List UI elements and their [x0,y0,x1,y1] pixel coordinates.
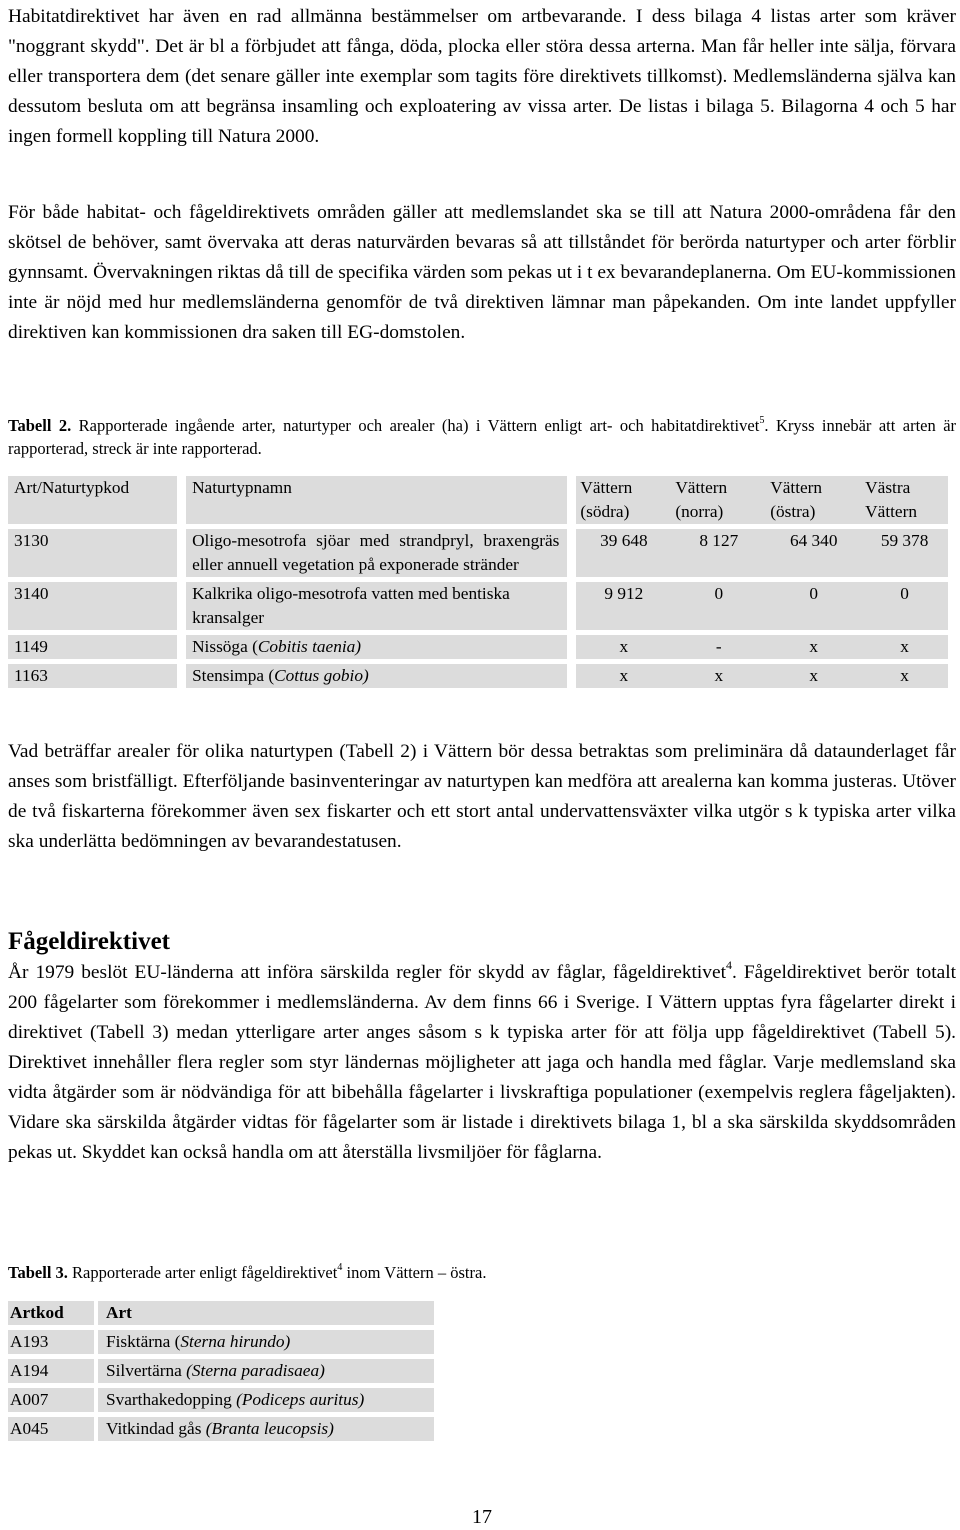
species-latin-name: (Branta leucopsis) [205,1419,334,1438]
table-2 [8,471,948,693]
table-2-header: Vättern (norra) [671,476,766,524]
species-latin-name: Cottus gobio) [274,666,369,685]
table-2-row [8,664,948,688]
table-2-name [186,635,567,659]
table-3-caption [8,1261,486,1284]
table-2-value: - [671,635,766,659]
species-common-name: Vitkindad gås [106,1419,206,1438]
paragraph-text: År 1979 beslöt EU-länderna att införa särskilda regler för skydd av fåglar, fågeldirektivet [8,962,726,983]
table-2-value: 9 912 [576,582,671,630]
species-latin-name: Cobitis taenia) [257,637,362,656]
species-common-name: Silvertärna [106,1361,187,1380]
table-2-value: x [576,664,671,688]
table-3-species [98,1359,434,1383]
table-2-code: 1163 [8,664,177,688]
section-heading-fageldirektivet: Fågeldirektivet [8,928,170,955]
table-2-value: x [766,664,861,688]
table-2-value: 64 340 [766,529,861,577]
table-2-value: x [576,635,671,659]
paragraph-arealer: Vad beträffar arealer för olika naturtypen (Tabell 2) i Vättern bör dessa betraktas som preliminära då dataunderlaget får anses som bristfälligt. Efterföljande basinventeringar av naturtypen kan medföra att arealerna kan komma justeras. Utöver de två fiskarterna förekommer även sex fiskarter och ett stort antal undervattensväxter vilka utgör s k typiska arter vilka ska underlätta bedömningen av bevarandestatusen. [8,741,956,852]
species-common-name: Stensimpa ( [192,666,275,685]
table-2-value: 0 [861,582,948,630]
table-2-value: 39 648 [576,529,671,577]
footnote-ref: 4 [725,958,732,973]
table-2-code: 1149 [8,635,177,659]
table-3-row [8,1388,434,1412]
species-common-name: Fisktärna ( [106,1332,181,1351]
table-2-value: x [671,664,766,688]
table-2-header: Vättern (södra) [576,476,671,524]
table-3-code: A194 [8,1359,94,1383]
paragraph-natura-2000: För både habitat- och fågeldirektivets områden gäller att medlemslandet ska se till att Natura 2000-områdena får den skötsel de behöver, samt övervaka att deras naturvärden bevaras så att tillståndet för berörda naturtyper och arter förblir gynnsamt. Övervakningen riktas då till de specifika värden som pekas ut i t ex bevarandeplanerna. Om EU-kommissionen inte är nöjd med hur medlemsländerna genomför de två direktiven lämnar man påpekanden. Om inte landet uppfyller direktiven kan kommissionen dra saken till EG-domstolen. [8,202,956,343]
species-latin-name: Sterna hirundo) [180,1332,291,1351]
table-2-value: 8 127 [671,529,766,577]
table-2-caption-footnote: 5 [759,415,765,427]
table-2-value: 59 378 [861,529,948,577]
paragraph-artbevarande: Habitatdirektivet har även en rad allmänna bestämmelser om artbevarande. I dess bilaga 4 listas arter som kräver "noggrant skydd". Det är bl a förbjudet att fånga, döda, plocka eller störa dessa arterna. Man får heller inte sälja, förvara eller transportera dem (det senare gäller inte exemplar som tagits före direktivets tillkomst). Medlemsländerna själva kan dessutom besluta om att begränsa insamling och exploatering av vissa arter. De listas i bilaga 5. Bilagorna 4 och 5 har ingen formell koppling till Natura 2000. [8,6,956,147]
table-2-header: Västra Vättern [861,476,948,524]
table-2-name [186,664,567,688]
table-2-code: 3140 [8,582,177,630]
table-2-header-row [8,476,948,524]
species-common-name: Nissöga ( [192,637,258,656]
paragraph-text: . Fågeldirektivet berör totalt 200 fågelarter som förekommer i medlemsländerna. Av dem finns 66 i Sverige. I Vättern upptas fyra fågelarter direkt i direktivet (Tabell 3) medan ytterligare arter anges såsom s k typiska arter för att följa upp fågeldirektivet (Tabell 5). Direktivet innehåller flera regler som styr ländernas möjligheter att jaga och handla med fåglar. Varje medlemsland ska vidta åtgärder som är nödvändiga för att bibehålla fågelarter i livskraftiga populationer (exempelvis reglera fågeljakten). Vidare ska särskilda åtgärder vidtas för fågelarter som är listade i direktivets bilaga 1, bl a ska särskilda skyddsområden pekas ut. Skyddet kan också handla om att återställa livsmiljöer för fåglarna. [8,962,956,1163]
table-3-row [8,1359,434,1383]
table-2-caption [8,414,956,460]
table-2-code: 3130 [8,529,177,577]
species-common-name: Svarthakedopping [106,1390,237,1409]
table-2-value: 0 [766,582,861,630]
table-3-code: A045 [8,1417,94,1441]
table-3-caption-footnote: 4 [337,1262,343,1274]
table-3-species [98,1388,434,1412]
table-2-name: Oligo-mesotrofa sjöar med strandpryl, braxengräs eller annuell vegetation på exponerade stränder [186,529,567,577]
paragraph-fageldirektivet [8,958,956,1168]
table-3-header: Art [98,1301,434,1325]
table-2-row [8,635,948,659]
table-3-header: Artkod [8,1301,94,1325]
table-2-value: x [861,664,948,688]
table-2-value: 0 [671,582,766,630]
table-2-caption-text-2: . Kryss innebär att arten är rapporterad, streck är inte rapporterad. [8,416,957,458]
table-3-code: A193 [8,1330,94,1354]
table-2-row [8,582,948,630]
table-3-caption-label: Tabell 3. [8,1263,68,1282]
table-3-header-row [8,1301,434,1325]
table-2-row [8,529,948,577]
table-2-header: Art/Naturtypkod [8,476,177,524]
table-3 [8,1296,434,1446]
table-3-caption-text-2: inom Vättern – östra. [342,1263,487,1282]
table-2-caption-label: Tabell 2. [8,416,72,435]
table-2-caption-text: Rapporterade ingående arter, naturtyper och arealer (ha) i Vättern enligt art- och habitatdirektivet [71,416,760,435]
table-3-row [8,1330,434,1354]
table-3-code: A007 [8,1388,94,1412]
table-2-name: Kalkrika oligo-mesotrofa vatten med bentiska kransalger [186,582,567,630]
table-3-caption-text: Rapporterade arter enligt fågeldirektivet [67,1263,338,1282]
table-3-species [98,1417,434,1441]
table-2-header: Vättern (östra) [766,476,861,524]
table-2-value: x [766,635,861,659]
page-number: 17 [472,1506,492,1528]
table-2-value: x [861,635,948,659]
table-3-species [98,1330,434,1354]
table-2-header: Naturtypnamn [186,476,567,524]
species-latin-name: (Podiceps auritus) [236,1390,365,1409]
species-latin-name: (Sterna paradisaea) [186,1361,325,1380]
table-3-row [8,1417,434,1441]
